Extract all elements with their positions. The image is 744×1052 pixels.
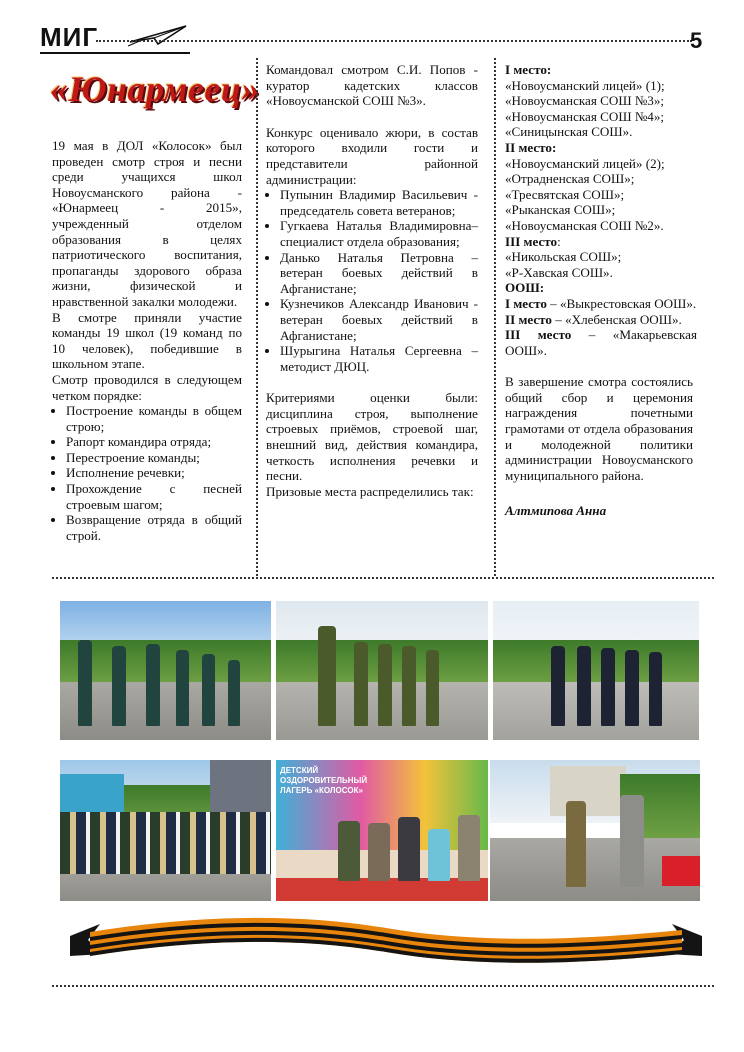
article-column-1 — [52, 138, 242, 543]
page-number: 5 — [690, 28, 703, 53]
place-label: I место — [505, 295, 547, 311]
list-item: • Кузнечиков Александр Иванович - ветеран боевых действий в Афганистане; — [280, 296, 478, 343]
place-label: II место: — [505, 139, 557, 155]
st-george-ribbon-decoration — [70, 910, 702, 982]
result-line: – «Макарьевская ООШ». — [505, 327, 697, 358]
section-dotted-rule — [52, 577, 714, 579]
program-list — [52, 403, 242, 543]
result-line: «Р-Хавская СОШ». — [505, 264, 613, 280]
list-item: • Пупынин Владимир Васильевич - председатель совета ветеранов; — [280, 187, 478, 218]
result-line: «Новоусманский лицей» (1); — [505, 77, 665, 93]
cadets-marching-photo — [60, 601, 271, 740]
place-label: I место: — [505, 62, 552, 77]
camouflage-squad-photo — [276, 601, 488, 740]
footer-dotted-rule — [52, 985, 714, 987]
result-line: «Синицынская СОШ». — [505, 124, 633, 140]
logo-underline — [40, 52, 190, 54]
result-line: «Тресвятская СОШ»; — [505, 186, 625, 202]
place-colon: : — [557, 233, 561, 249]
list-item: • Исполнение речевки; — [66, 465, 242, 481]
award-ceremony-photo — [490, 760, 700, 901]
category-label: ООШ: — [505, 280, 545, 296]
paper-plane-icon — [128, 24, 188, 48]
list-item: • Построение команды в общем строю; — [66, 403, 242, 434]
assembly-formation-photo — [60, 760, 271, 901]
paragraph: Конкурс оценивало жюри, в состав которого входили гости и представители районной администрации: — [266, 124, 478, 187]
header-dotted-rule — [96, 40, 692, 42]
list-item: • Прохождение с песней строевым шагом; — [66, 481, 242, 512]
article-column-3 — [505, 62, 697, 519]
result-line: «Новоусманская СОШ №4»; — [505, 108, 665, 124]
list-item: • Шурыгина Наталья Сергеевна – методист ДЮЦ. — [280, 343, 478, 374]
jury-list — [266, 187, 478, 374]
newspaper-logo: МИГ — [40, 22, 99, 52]
result-line: – «Хлебенская ООШ». — [551, 311, 682, 327]
result-line: «Новоусманский лицей» (2); — [505, 155, 665, 171]
school-squad-photo — [493, 601, 699, 740]
closing-paragraph: В завершение смотра состоялись общий сбор и церемония награждения почетными грамотами от отдела образования и молодежной политики администрации Новоусманского муниципального района. — [505, 374, 693, 483]
paragraph: Призовые места распределились так: — [266, 483, 474, 499]
list-item: • Возвращение отряда в общий строй. — [66, 512, 242, 543]
camp-banner-text: ДЕТСКИЙ ОЗДОРОВИТЕЛЬНЫЙ ЛАГЕРЬ «КОЛОСОК» — [280, 766, 368, 795]
result-line: «Рыканская СОШ»; — [505, 202, 616, 218]
result-line: «Отрадненская СОШ»; — [505, 171, 635, 187]
list-item: • Перестроение команды; — [66, 450, 242, 466]
result-line: «Новоусманская СОШ №3»; — [505, 93, 665, 109]
place-label: III место — [505, 233, 558, 249]
column-separator — [494, 58, 496, 576]
paragraph: Смотр проводился в следующем четком порядке: — [52, 371, 242, 403]
result-line: «Никольская СОШ»; — [505, 249, 622, 265]
paragraph: Командовал смотром С.И. Попов - куратор кадетских классов «Новоусманской СОШ №3». — [266, 62, 478, 109]
paragraph: 19 мая в ДОЛ «Колосок» был проведен смотр строя и песни среди учащихся школ Новоусманского района - «Юнармеец - 2015», учрежденный отделом образования в целях патриотического воспитания, пропаганды здорового образа жизни, физической и нравственной закалки молодежи. — [52, 138, 242, 309]
result-line: «Новоусманская СОШ №2». — [505, 217, 664, 233]
place-label: II место — [505, 311, 552, 327]
author-signature: Алтмипова Анна — [505, 503, 607, 519]
article-column-2 — [266, 62, 478, 499]
result-line: – «Выкрестовская ООШ». — [546, 295, 697, 311]
list-item: • Рапорт командира отряда; — [66, 434, 242, 450]
paragraph: В смотре приняли участие команды 19 школ (19 команд по 10 человек), победившие в школьном этапе. — [52, 309, 242, 372]
list-item: • Данько Наталья Петровна – ветеран боевых действий в Афганистане; — [280, 250, 478, 297]
article-title: «Юнармеец» — [50, 69, 260, 109]
list-item: • Гугкаева Наталья Владимировна– специалист отдела образования; — [280, 218, 478, 249]
place-label: III место — [505, 327, 572, 343]
jury-table-photo — [276, 760, 488, 901]
column-separator — [256, 58, 258, 576]
paragraph: Критериями оценки были: дисциплина строя, выполнение строевых приёмов, строевой шаг, внешний вид, действия командира, четкость исполнения речевки и песни. — [266, 390, 478, 484]
